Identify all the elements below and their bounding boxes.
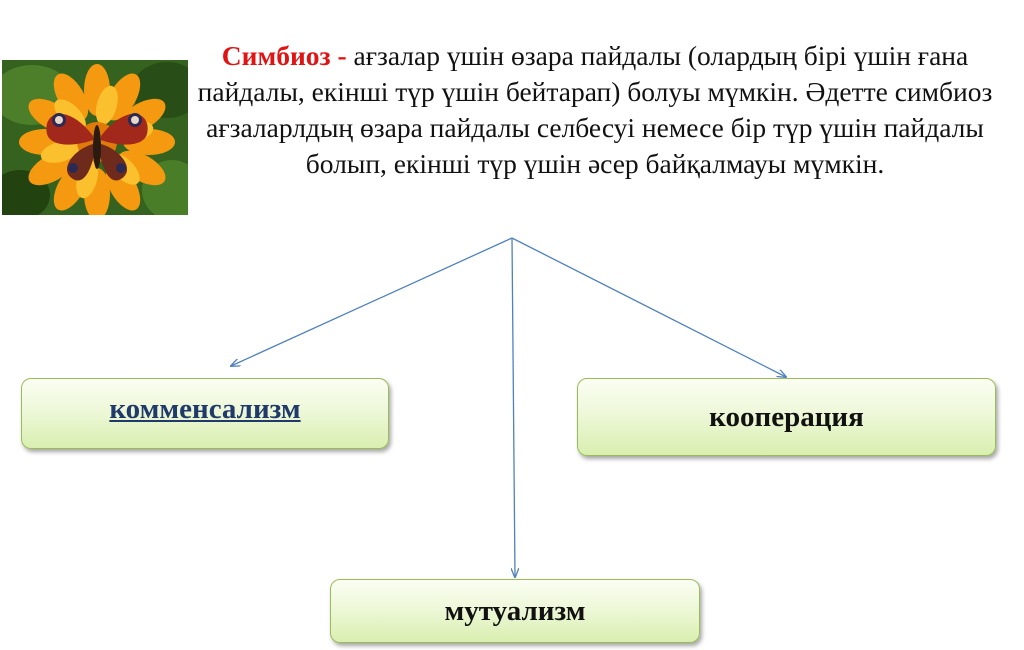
- commensalism-link[interactable]: комменсализм: [109, 393, 301, 425]
- cooperation-label: кооперация: [709, 400, 864, 433]
- connector-to-commensalism: [231, 238, 512, 366]
- mutualism-label: мутуализм: [444, 594, 586, 627]
- cooperation-box: [577, 378, 996, 456]
- connector-to-cooperation: [512, 238, 786, 377]
- connector-to-mutualism: [512, 238, 515, 577]
- mutualism-box: [330, 579, 700, 643]
- commensalism-box: [21, 378, 389, 449]
- definition-term: Симбиоз -: [221, 40, 347, 71]
- definition-text: ағзалар үшін өзара пайдалы (олардың бірі үшін ғана пайдалы, екінші түр үшін бейтарап) болуы мүмкін. Әдетте симбиоз ағзаларлдың өзара пайдалы селбесуі немесе бір түр үшін пайдалы болып, екінші түр үшін әсер байқалмауы мүмкін.: [197, 40, 993, 179]
